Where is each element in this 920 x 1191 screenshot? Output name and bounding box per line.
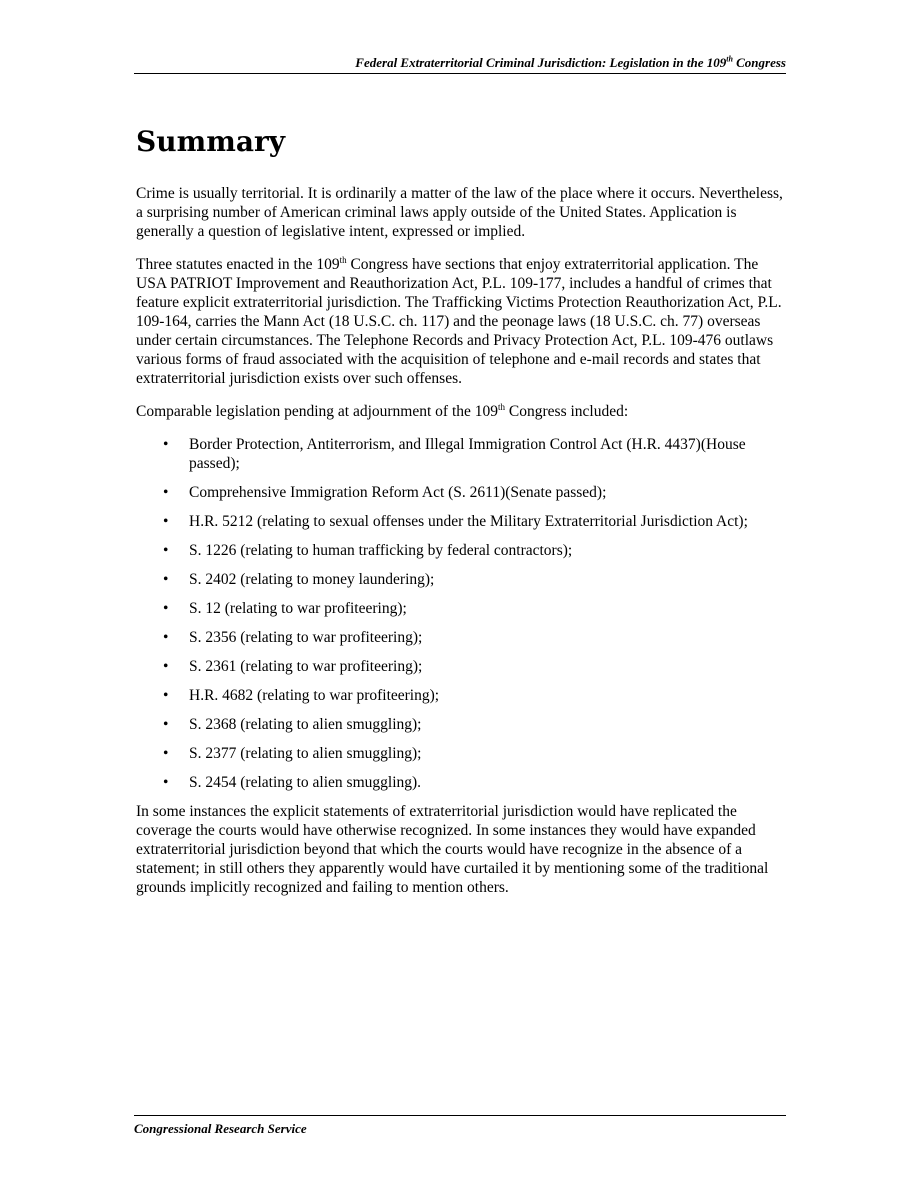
bullet-icon: • xyxy=(163,774,169,791)
paragraph-2-superscript: th xyxy=(339,254,347,265)
bullet-icon: • xyxy=(163,542,169,559)
paragraph-2-tail: Congress have sections that enjoy extraterritorial application. The USA PATRIOT Improvement and Reauthorization Act, P.L. 109-177, includes a handful of crimes that feature explicit extraterritorial jurisdiction. The Trafficking Victims Protection Reauthorization Act, P.L. 109-164, carries the Mann Act (18 U.S.C. ch. 117) and the peonage laws (18 U.S.C. ch. 77) overseas under certain circumstances. The Telephone Records and Privacy Protection Act, P.L. 109-476 outlaws various forms of fraud associated with the acquisition of telephone and e-mail records and states that extraterritorial jurisdiction exists over such offenses. xyxy=(136,256,782,387)
list-item xyxy=(136,628,786,647)
pending-legislation-list xyxy=(136,435,786,792)
running-footer: Congressional Research Service xyxy=(134,1115,786,1137)
summary-paragraph-3 xyxy=(136,402,786,421)
list-item xyxy=(136,744,786,763)
summary-paragraph-2 xyxy=(136,255,786,388)
list-item-text: S. 2377 (relating to alien smuggling); xyxy=(189,745,422,762)
header-title-superscript: th xyxy=(726,54,733,64)
list-item-text: S. 12 (relating to war profiteering); xyxy=(189,600,407,617)
bullet-icon: • xyxy=(163,571,169,588)
paragraph-3-text: Comparable legislation pending at adjournment of the 109 xyxy=(136,403,499,420)
list-item xyxy=(136,599,786,618)
list-item xyxy=(136,715,786,734)
list-item-text: H.R. 4682 (relating to war profiteering); xyxy=(189,687,440,704)
paragraph-3-superscript: th xyxy=(498,401,506,412)
bullet-icon: • xyxy=(163,629,169,646)
list-item xyxy=(136,657,786,676)
list-item xyxy=(136,570,786,589)
list-item-text: S. 2356 (relating to war profiteering); xyxy=(189,629,423,646)
header-title-tail: Congress xyxy=(732,55,786,70)
list-item xyxy=(136,512,786,531)
bullet-icon: • xyxy=(163,513,169,530)
list-item-text: Border Protection, Antiterrorism, and Illegal Immigration Control Act (H.R. 4437)(House passed); xyxy=(189,436,746,472)
summary-paragraph-1: Crime is usually territorial. It is ordinarily a matter of the law of the place where it occurs. Nevertheless, a surprising number of American criminal laws apply outside of the United States. Application is generally a question of legislative intent, expressed or implied. xyxy=(136,185,783,240)
list-item-text: Comprehensive Immigration Reform Act (S. 2611)(Senate passed); xyxy=(189,484,607,501)
bullet-icon: • xyxy=(163,436,169,453)
paragraph-2-text: Three statutes enacted in the 109 xyxy=(136,256,340,273)
list-item-text: H.R. 5212 (relating to sexual offenses under the Military Extraterritorial Jurisdiction Act); xyxy=(189,513,748,530)
list-item xyxy=(136,483,786,502)
list-item xyxy=(136,773,786,792)
list-item-text: S. 2368 (relating to alien smuggling); xyxy=(189,716,422,733)
page-content xyxy=(136,125,786,911)
summary-paragraph-4: In some instances the explicit statements of extraterritorial jurisdiction would have replicated the coverage the courts would have otherwise recognized. In some instances they would have expanded extraterritorial jurisdiction beyond that which the courts would have recognize in the absence of a statement; in still others they apparently would have curtailed it by mentioning some of the traditional grounds implicitly recognized and failing to mention others. xyxy=(136,803,769,896)
paragraph-3-tail: Congress included: xyxy=(505,403,629,420)
list-item-text: S. 1226 (relating to human trafficking by federal contractors); xyxy=(189,542,573,559)
header-title-text: Federal Extraterritorial Criminal Jurisdiction: Legislation in the 109 xyxy=(355,55,727,70)
bullet-icon: • xyxy=(163,716,169,733)
running-header xyxy=(134,55,786,74)
bullet-icon: • xyxy=(163,600,169,617)
page-title: Summary xyxy=(136,125,285,158)
list-item-text: S. 2402 (relating to money laundering); xyxy=(189,571,435,588)
list-item xyxy=(136,686,786,705)
list-item-text: S. 2361 (relating to war profiteering); xyxy=(189,658,423,675)
list-item xyxy=(136,435,786,473)
bullet-icon: • xyxy=(163,484,169,501)
bullet-icon: • xyxy=(163,658,169,675)
list-item-text: S. 2454 (relating to alien smuggling). xyxy=(189,774,422,791)
bullet-icon: • xyxy=(163,745,169,762)
bullet-icon: • xyxy=(163,687,169,704)
list-item xyxy=(136,541,786,560)
